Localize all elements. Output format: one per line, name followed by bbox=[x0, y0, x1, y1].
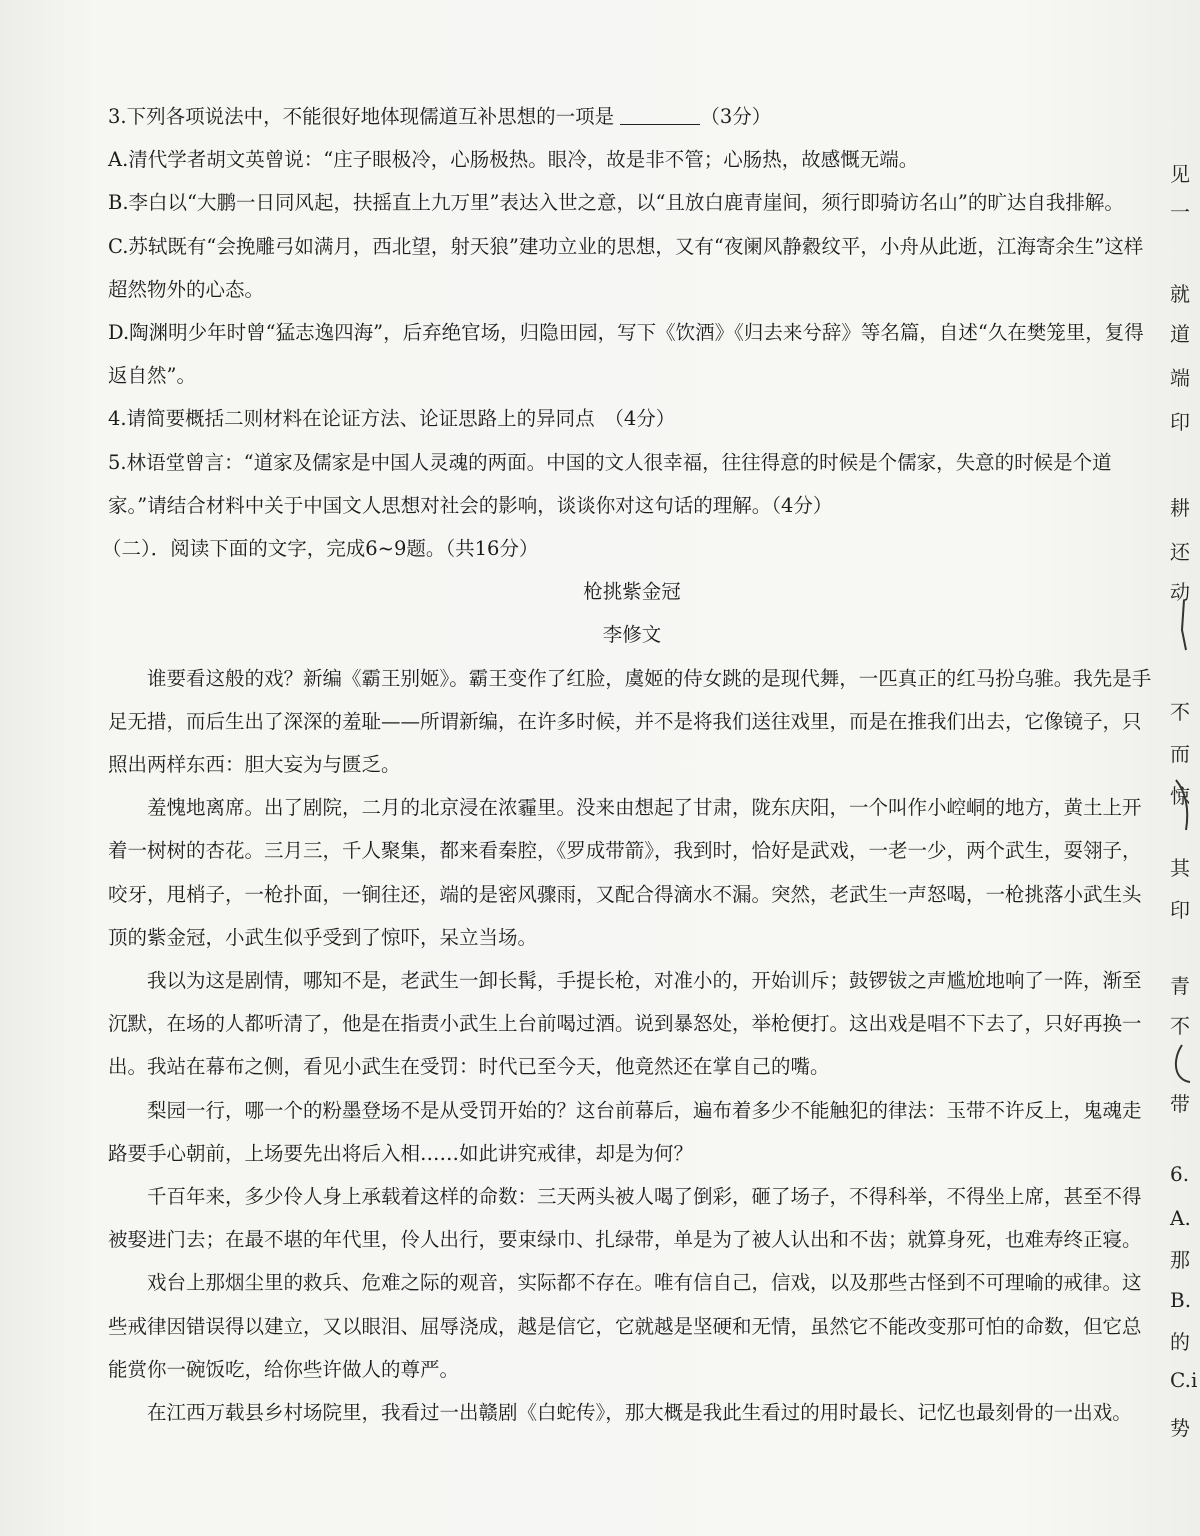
option-d: D.陶渊明少年时曾“猛志逸四海”，后弃绝官场，归隐田园，写下《饮酒》《归去来兮辞》等名篇，自述“久在樊笼里，复得返自然”。 bbox=[108, 321, 1144, 388]
article-paragraph: 谁要看这般的戏？新编《霸王别姬》。霸王变作了红脸，虞姬的侍女跳的是现代舞，一匹真正的红马扮乌骓。我先是手足无措，而后生出了深深的羞耻——所谓新编，在许多时候，并不是将我们送往戏里，而是在推我们出去，它像镜子，只照出两样东西：胆大妄为与匮乏。 bbox=[108, 666, 1152, 777]
question-4: 4.请简要概括二则材料在论证方法、论证思路上的异同点 （4分） bbox=[108, 407, 676, 431]
margin-fragment: 青 bbox=[1170, 974, 1190, 998]
article-author: 李修文 bbox=[602, 623, 662, 647]
article-paragraph: 梨园一行，哪一个的粉墨登场不是从受罚开始的？这台前幕后，遍布着多少不能触犯的律法：玉带不许反上，鬼魂走路要手心朝前，上场要先出将后入相……如此讲究戒律，却是为何？ bbox=[108, 1098, 1142, 1165]
margin-fragment: 其 bbox=[1170, 856, 1190, 880]
margin-fragment: 一 bbox=[1170, 200, 1190, 224]
margin-fragment: 6. bbox=[1170, 1162, 1190, 1186]
margin-fragment: 势 bbox=[1170, 1416, 1190, 1440]
margin-fragment: 带 bbox=[1170, 1092, 1190, 1116]
option-c: C.苏轼既有“会挽雕弓如满月，西北望，射天狼”建功立业的思想，又有“夜阑风静縠纹平，小舟从此逝，江海寄余生”这样超然物外的心态。 bbox=[108, 234, 1144, 301]
margin-fragment: 不 bbox=[1170, 700, 1190, 724]
article-paragraph: 我以为这是剧情，哪知不是，老武生一卸长髯，手提长枪，对准小的，开始训斥；鼓锣钹之声尴尬地响了一阵，渐至沉默，在场的人都听清了，他是在指责小武生上台前喝过酒。说到暴怒处，举枪便打。这出戏是唱不下去了，只好再换一出。我站在幕布之侧，看见小武生在受罚：时代已至今天，他竟然还在掌自己的嘴。 bbox=[108, 969, 1142, 1079]
article-paragraph: 羞愧地离席。出了剧院，二月的北京浸在浓霾里。没来由想起了甘肃，陇东庆阳，一个叫作小崆峒的地方，黄土上开着一树树的杏花。三月三，千人聚集，都来看秦腔，《罗成带箭》，我到时，恰好是武戏，一老一少，两个武生，耍翎子，咬牙，甩梢子，一枪扑面，一锏往还，端的是密风骤雨，又配合得滴水不漏。突然，老武生一声怒喝，一枪挑落小武生头顶的紫金冠，小武生似乎受到了惊吓，呆立当场。 bbox=[108, 796, 1142, 949]
margin-fragment: A. bbox=[1170, 1206, 1191, 1230]
margin-fragment: 见 bbox=[1170, 162, 1190, 186]
question-5: 5.林语堂曾言：“道家及儒家是中国人灵魂的两面。中国的文人很幸福，往往得意的时候是个儒家，失意的时候是个道家。”请结合材料中关于中国文人思想对社会的影响，谈谈你对这句话的理解。（4分） bbox=[108, 450, 1112, 517]
article-title: 枪挑紫金冠 bbox=[583, 580, 681, 604]
margin-fragment: 不 bbox=[1170, 1014, 1190, 1038]
exam-content bbox=[102, 95, 1156, 1434]
margin-fragment: 印 bbox=[1170, 898, 1190, 922]
option-a: A.清代学者胡文英曾说：“庄子眼极冷，心肠极热。眼冷，故是非不管；心肠热，故感慨无端。 bbox=[108, 148, 919, 172]
article-paragraph: 戏台上那烟尘里的救兵、危难之际的观音，实际都不存在。唯有信自己，信戏，以及那些古怪到不可理喻的戒律。这些戒律因错误得以建立，又以眼泪、屈辱浇成，越是信它，它就越是坚硬和无情，虽然它不能改变那可怕的命数，但它总能赏你一碗饭吃，给你些许做人的尊严。 bbox=[108, 1271, 1142, 1381]
answer-blank bbox=[620, 102, 700, 125]
margin-fragment: 耕 bbox=[1170, 496, 1190, 520]
margin-fragment: 动 bbox=[1170, 580, 1190, 604]
margin-fragment: 惊 bbox=[1170, 784, 1190, 808]
margin-fragment: 的 bbox=[1170, 1330, 1190, 1354]
question-3-text: 3.下列各项说法中，不能很好地体现儒道互补思想的一项是 bbox=[108, 105, 615, 128]
option-b: B.李白以“大鹏一日同风起，扶摇直上九万里”表达入世之意，以“且放白鹿青崖间，须行即骑访名山”的旷达自我排解。 bbox=[108, 191, 1124, 215]
margin-fragment: 印 bbox=[1170, 410, 1190, 434]
question-3-score: （3分） bbox=[700, 105, 772, 128]
article-paragraph: 在江西万载县乡村场院里，我看过一出赣剧《白蛇传》，那大概是我此生看过的用时最长、记忆也最刻骨的一出戏。 bbox=[147, 1401, 1132, 1425]
margin-fragment: 那 bbox=[1170, 1248, 1190, 1272]
article-paragraph: 千百年来，多少伶人身上承载着这样的命数：三天两头被人喝了倒彩，砸了场子，不得科举，不得坐上席，甚至不得被娶进门去；在最不堪的年代里，伶人出行，要束绿巾、扎绿带，单是为了被人认出和不齿；就算身死，也难寿终正寝。 bbox=[108, 1185, 1142, 1252]
margin-fragment: 就 bbox=[1170, 282, 1190, 306]
margin-fragment: C.i bbox=[1170, 1368, 1198, 1392]
question-3-stem bbox=[108, 95, 1156, 138]
margin-fragment: B. bbox=[1170, 1288, 1192, 1312]
margin-fragment: 道 bbox=[1170, 322, 1190, 346]
section-2-heading: （二）．阅读下面的文字，完成6~9题。（共16分） bbox=[102, 537, 539, 561]
pen-stroke-marks bbox=[1164, 590, 1200, 1150]
margin-fragment: 端 bbox=[1170, 366, 1190, 390]
margin-fragment: 还 bbox=[1170, 540, 1190, 564]
margin-fragment: 而 bbox=[1170, 742, 1190, 766]
